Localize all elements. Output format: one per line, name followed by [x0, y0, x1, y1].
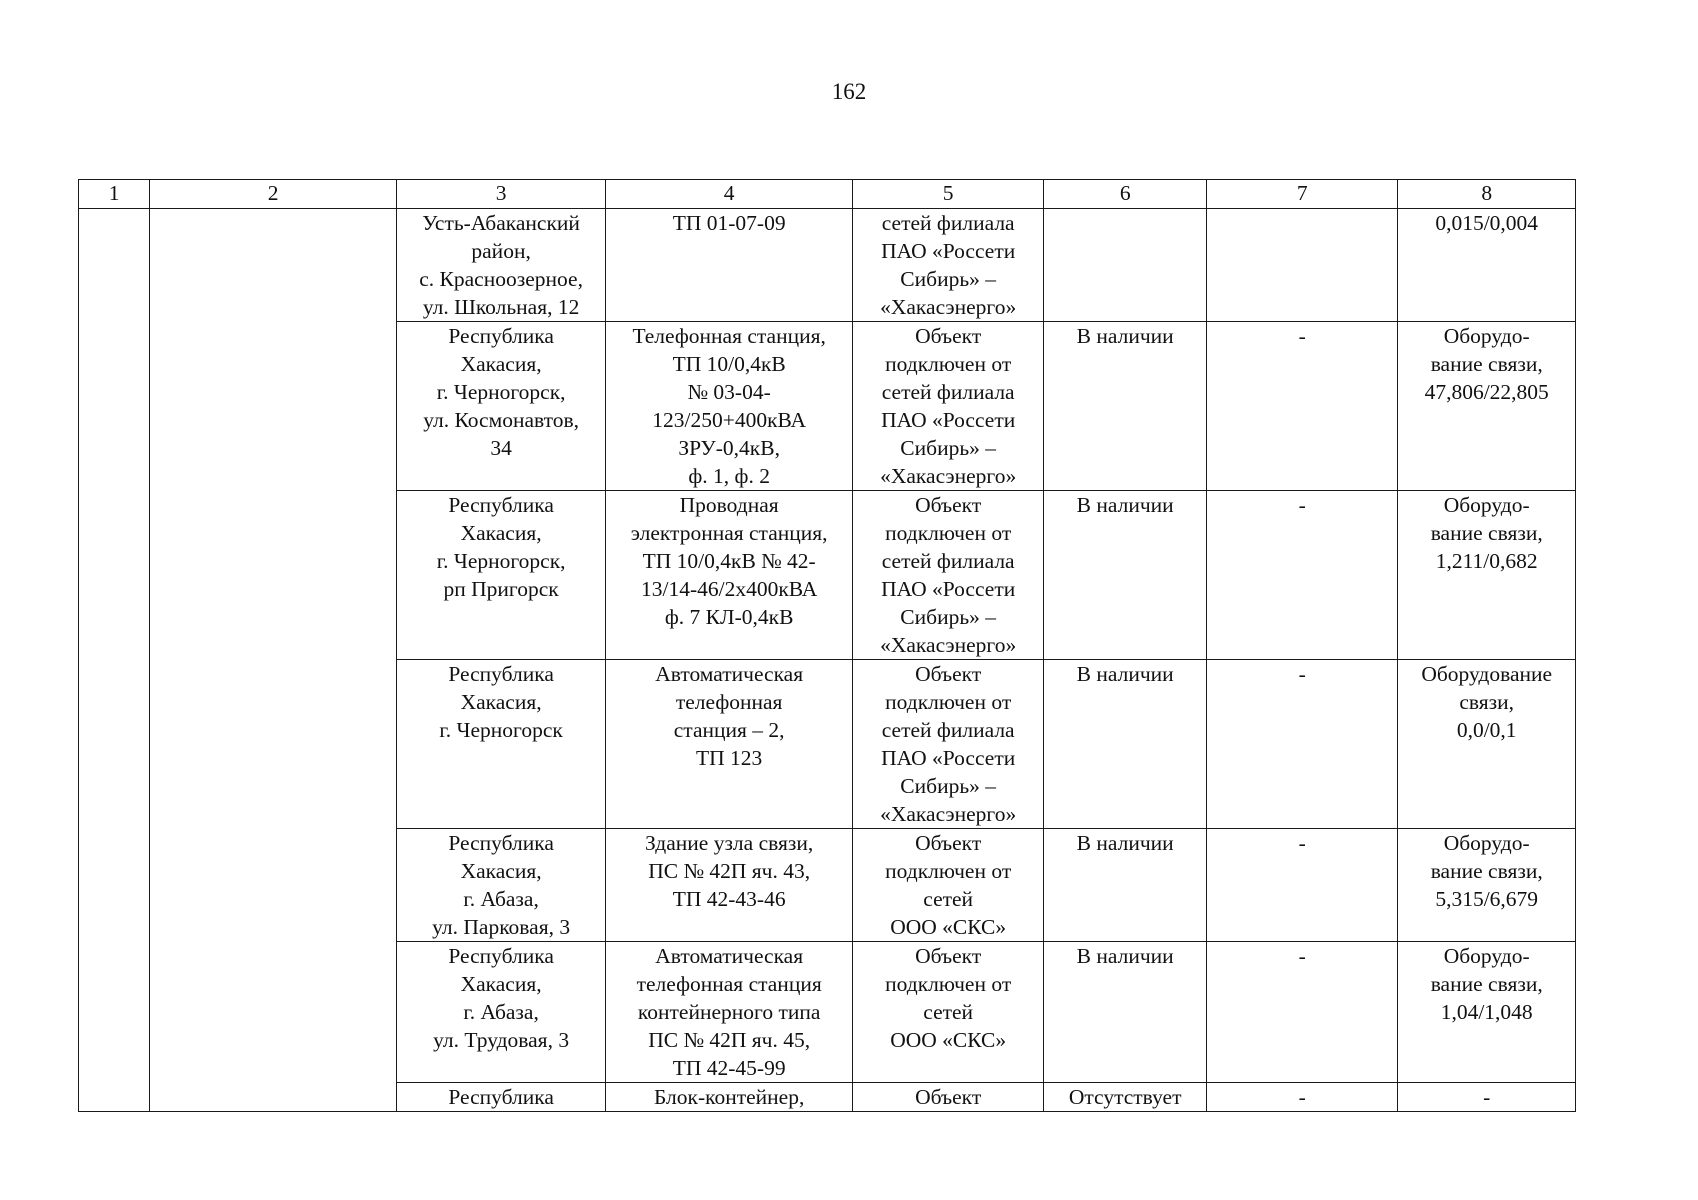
column-header: 3 — [396, 180, 605, 209]
availability-cell — [1044, 209, 1207, 322]
location-cell — [396, 1083, 605, 1112]
name-cell — [150, 209, 397, 1112]
col7-text: - — [1298, 493, 1306, 517]
availability-text: В наличии — [1076, 944, 1174, 968]
availability-text: В наличии — [1076, 831, 1174, 855]
col7-cell — [1207, 942, 1398, 1083]
location-cell — [396, 491, 605, 660]
column-header: 6 — [1044, 180, 1207, 209]
equipment-text: Оборудо- вание связи, 1,211/0,682 — [1430, 493, 1543, 573]
location-text: Республика Хакасия, г. Абаза, ул. Трудовая, 3 — [433, 944, 570, 1052]
availability-text: Отсутствует — [1068, 1085, 1182, 1109]
col7-cell — [1207, 1083, 1398, 1112]
equipment-text: 0,015/0,004 — [1435, 211, 1539, 235]
object-cell — [606, 491, 853, 660]
location-text: Республика Хакасия, г. Абаза, ул. Парковая, 3 — [432, 831, 571, 939]
connection-text: Объект подключен от сетей филиала ПАО «Россети Сибирь» – «Хакасэнерго» — [880, 662, 1017, 826]
equipment-text: Оборудование связи, 0,0/0,1 — [1421, 662, 1553, 742]
col7-cell — [1207, 322, 1398, 491]
connection-cell — [852, 942, 1043, 1083]
equipment-cell — [1398, 322, 1576, 491]
object-cell — [606, 209, 853, 322]
table-header-row — [79, 180, 1576, 209]
location-cell — [396, 829, 605, 942]
connection-text: Объект подключен от сетей филиала ПАО «Россети Сибирь» – «Хакасэнерго» — [880, 324, 1017, 488]
table-row — [79, 209, 1576, 322]
object-cell — [606, 829, 853, 942]
data-table — [78, 179, 1576, 1112]
location-text: Республика Хакасия, г. Черногорск, ул. Космонавтов, 34 — [423, 324, 579, 460]
availability-cell — [1044, 829, 1207, 942]
availability-cell — [1044, 322, 1207, 491]
column-header: 5 — [852, 180, 1043, 209]
connection-text: Объект подключен от сетей филиала ПАО «Россети Сибирь» – «Хакасэнерго» — [880, 493, 1017, 657]
connection-cell — [852, 209, 1043, 322]
column-header: 2 — [150, 180, 397, 209]
number-cell — [79, 209, 150, 1112]
equipment-cell — [1398, 829, 1576, 942]
equipment-cell — [1398, 660, 1576, 829]
availability-cell — [1044, 942, 1207, 1083]
col7-text: - — [1298, 324, 1306, 348]
equipment-text: Оборудо- вание связи, 5,315/6,679 — [1430, 831, 1543, 911]
availability-cell — [1044, 660, 1207, 829]
connection-cell — [852, 829, 1043, 942]
connection-cell — [852, 660, 1043, 829]
availability-text: В наличии — [1076, 493, 1174, 517]
location-cell — [396, 209, 605, 322]
object-text: Здание узла связи, ПС № 42П яч. 43, ТП 42-43-46 — [645, 831, 814, 911]
connection-text: Объект подключен от сетей ООО «СКС» — [885, 944, 1012, 1052]
object-text: Проводная электронная станция, ТП 10/0,4кВ № 42- 13/14-46/2х400кВА ф. 7 КЛ-0,4кВ — [630, 493, 828, 629]
equipment-text: Оборудо- вание связи, 47,806/22,805 — [1424, 324, 1549, 404]
col7-text: - — [1298, 831, 1306, 855]
column-header: 7 — [1207, 180, 1398, 209]
connection-text: Объект подключен от сетей ООО «СКС» — [885, 831, 1012, 939]
location-text: Усть-Абаканский район, с. Красноозерное, ул. Школьная, 12 — [419, 211, 583, 319]
location-text: Республика Хакасия, г. Черногорск, рп Пригорск — [436, 493, 566, 601]
location-cell — [396, 322, 605, 491]
page-number: 162 — [831, 79, 867, 104]
connection-cell — [852, 322, 1043, 491]
connection-cell — [852, 491, 1043, 660]
connection-text: Объект — [915, 1085, 982, 1109]
connection-text: сетей филиала ПАО «Россети Сибирь» – «Хакасэнерго» — [880, 211, 1017, 319]
equipment-cell — [1398, 1083, 1576, 1112]
equipment-cell — [1398, 209, 1576, 322]
availability-cell — [1044, 491, 1207, 660]
col7-text: - — [1298, 662, 1306, 686]
col7-text: - — [1298, 1085, 1306, 1109]
column-header: 8 — [1398, 180, 1576, 209]
col7-cell — [1207, 660, 1398, 829]
object-cell — [606, 660, 853, 829]
object-cell — [606, 1083, 853, 1112]
col7-text: - — [1298, 944, 1306, 968]
col7-cell — [1207, 491, 1398, 660]
equipment-cell — [1398, 942, 1576, 1083]
equipment-text: Оборудо- вание связи, 1,04/1,048 — [1430, 944, 1543, 1024]
column-header: 4 — [606, 180, 853, 209]
location-text: Республика — [448, 1085, 554, 1109]
equipment-cell — [1398, 491, 1576, 660]
location-cell — [396, 660, 605, 829]
availability-text: В наличии — [1076, 662, 1174, 686]
availability-text: В наличии — [1076, 324, 1174, 348]
column-header: 1 — [79, 180, 150, 209]
col7-cell — [1207, 209, 1398, 322]
object-text: Автоматическая телефонная станция – 2, ТП 123 — [655, 662, 804, 770]
object-cell — [606, 322, 853, 491]
object-text: Блок-контейнер, — [653, 1085, 805, 1109]
equipment-text: - — [1483, 1085, 1491, 1109]
availability-cell — [1044, 1083, 1207, 1112]
object-text: Телефонная станция, ТП 10/0,4кВ № 03-04- 123/250+400кВА ЗРУ-0,4кВ, ф. 1, ф. 2 — [632, 324, 826, 488]
object-text: Автоматическая телефонная станция контейнерного типа ПС № 42П яч. 45, ТП 42-45-99 — [636, 944, 822, 1080]
col7-cell — [1207, 829, 1398, 942]
location-cell — [396, 942, 605, 1083]
location-text: Республика Хакасия, г. Черногорск — [439, 662, 563, 742]
object-cell — [606, 942, 853, 1083]
connection-cell — [852, 1083, 1043, 1112]
object-text: ТП 01-07-09 — [672, 211, 786, 235]
